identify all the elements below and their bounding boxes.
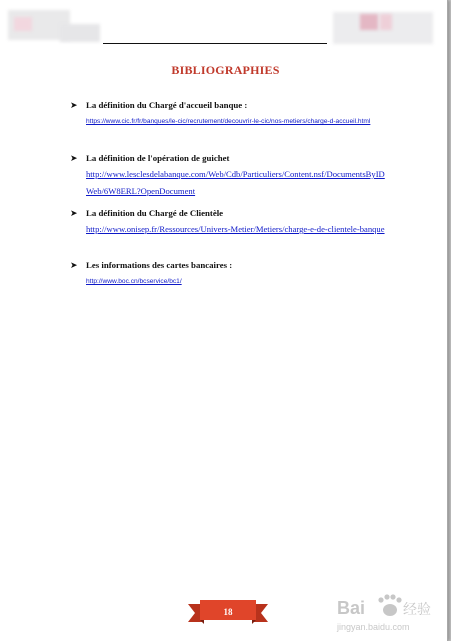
- entry-link[interactable]: https://www.cic.fr/fr/banques/le-cic/recrutement/decouvrir-le-cic/nos-metiers/charge-d-accueil.html: [86, 118, 371, 125]
- bibliography-list: [70, 98, 390, 288]
- blurred-header-logo-left-tail: [60, 24, 100, 42]
- svg-text:jingyan.baidu.com: jingyan.baidu.com: [337, 622, 410, 632]
- arrow-bullet-icon: ➤: [70, 100, 78, 110]
- blurred-header-logo-right-accent: [360, 14, 378, 30]
- entry-link[interactable]: http://www.boc.cn/bcservice/bc1/: [86, 278, 182, 285]
- arrow-bullet-icon: ➤: [70, 260, 78, 270]
- page-title: BIBLIOGRAPHIES: [171, 63, 280, 77]
- arrow-bullet-icon: ➤: [70, 153, 78, 163]
- entry-label: La définition de l'opération de guichet: [86, 153, 230, 163]
- entry-label: La définition du Chargé de Clientèle: [86, 208, 224, 218]
- arrow-bullet-icon: ➤: [70, 208, 78, 218]
- svg-text:经验: 经验: [403, 602, 431, 618]
- baidu-watermark-logo: [333, 590, 451, 636]
- blurred-header-logo-right-accent-2: [380, 14, 392, 30]
- svg-text:Bai: Bai: [337, 598, 366, 618]
- header-rule: [103, 43, 327, 44]
- bibliography-entry: [70, 98, 390, 151]
- bibliography-entry: [70, 258, 390, 288]
- page-number: 18: [223, 607, 233, 617]
- bibliography-entry: [70, 151, 390, 206]
- blurred-header-logo-left-accent: [14, 17, 32, 31]
- entry-link[interactable]: http://www.lesclesdelabanque.com/Web/Cdb/Particuliers/Content.nsf/DocumentsByIDWeb/6W8ERL?OpenDocument: [86, 169, 385, 196]
- entry-label: Les informations des cartes bancaires :: [86, 260, 233, 270]
- entry-link[interactable]: http://www.onisep.fr/Ressources/Univers-Metier/Metiers/charge-e-de-clientele-banque: [86, 224, 385, 234]
- entry-label: La définition du Chargé d'accueil banque :: [86, 100, 248, 110]
- bibliography-entry: [70, 206, 390, 258]
